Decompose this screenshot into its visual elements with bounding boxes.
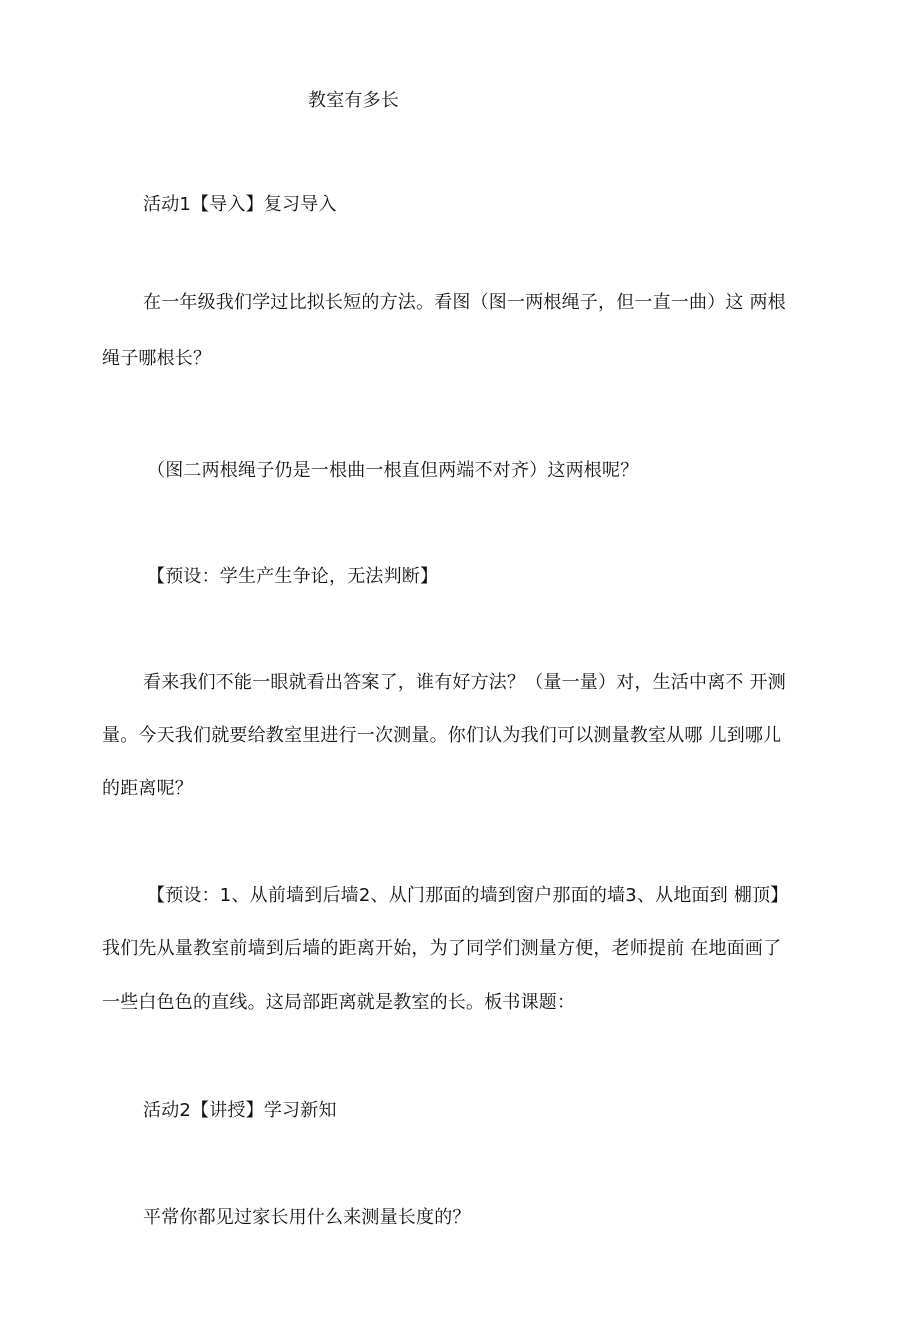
paragraph-line: 绳子哪根长？ <box>102 348 212 369</box>
paragraph-line: 一些白色色的直线。这局部距离就是教室的长。板书课题： <box>102 992 576 1013</box>
paragraph-line: 我们先从量教室前墙到后墙的距离开始，为了同学们测量方便，老师提前 在地面画了 <box>102 938 782 959</box>
paragraph-line: 的距离呢？ <box>102 778 193 799</box>
document-title: 教室有多长 <box>308 90 399 111</box>
paragraph-line: 量。今天我们就要给教室里进行一次测量。你们认为我们可以测量教室从哪 儿到哪儿 <box>102 725 782 746</box>
paragraph-line: （图二两根绳子仍是一根曲一根直但两端不对齐）这两根呢？ <box>147 460 639 481</box>
activity1-heading: 活动1【导入】复习导入 <box>143 194 337 215</box>
preset-note: 【预设：学生产生争论，无法判断】 <box>147 566 439 587</box>
preset-note: 【预设：1、从前墙到后墙2、从门那面的墙到窗户那面的墙3、从地面到 棚顶】 <box>147 885 789 906</box>
activity2-heading: 活动2【讲授】学习新知 <box>143 1100 337 1121</box>
paragraph-line: 在一年级我们学过比拟长短的方法。看图（图一两根绳子，但一直一曲）这 两根 <box>143 292 786 313</box>
paragraph-line: 平常你都见过家长用什么来测量长度的？ <box>143 1207 471 1228</box>
paragraph-line: 看来我们不能一眼就看出答案了，谁有好方法？（量一量）对，生活中离不 开测 <box>143 672 786 693</box>
